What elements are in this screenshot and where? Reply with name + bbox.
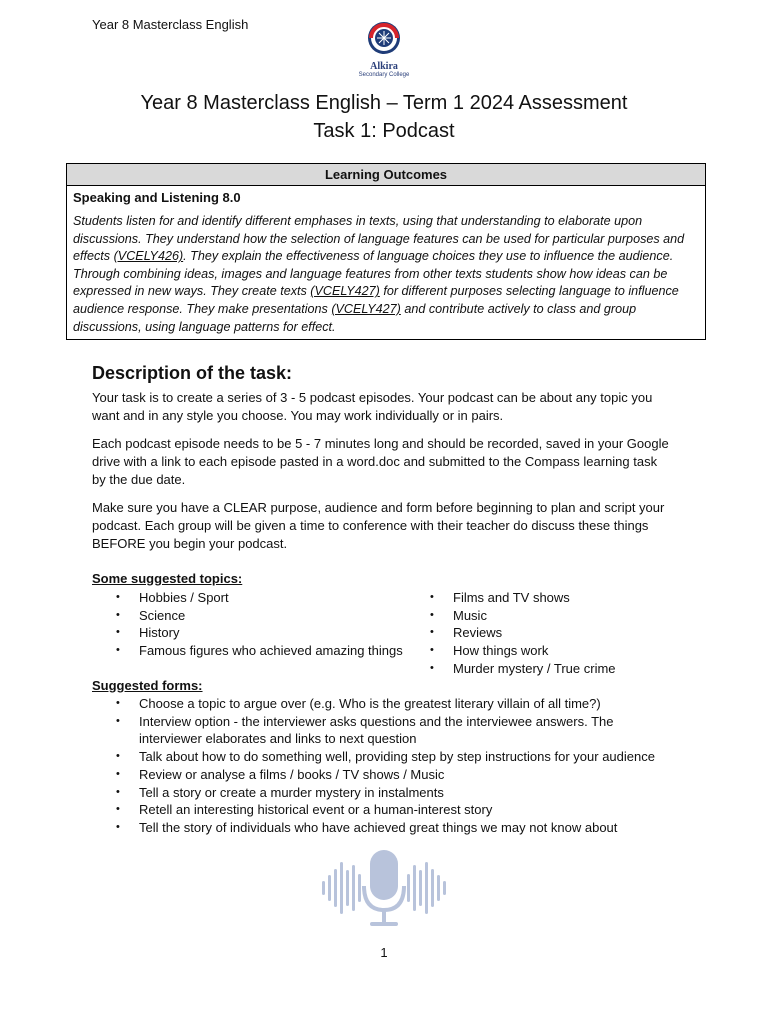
list-item: • Review or analyse a films / books / TV shows / Music [116,766,676,784]
list-item: • Choose a topic to argue over (e.g. Who is the greatest literary villain of all time?) [116,695,676,713]
list-item: • Famous figures who achieved amazing things [116,642,403,660]
description-heading: Description of the task: [92,363,293,383]
learning-outcomes-heading: Learning Outcomes [67,164,705,186]
list-item: • Hobbies / Sport [116,589,403,607]
list-item: • Tell the story of individuals who have achieved great things we may not know about [116,819,676,837]
school-crest-icon [364,20,404,56]
topics-list-left [116,589,403,660]
learning-outcomes-text [67,205,705,336]
description-paragraph: Your task is to create a series of 3 - 5 podcast episodes. Your podcast can be about any topic you want and in any style you choose. You may work individually or in pairs. [92,390,653,423]
curriculum-code: (VCELY426) [113,249,184,264]
list-item: • Talk about how to do something well, providing step by step instructions for your audience [116,748,676,766]
topics-heading: Some suggested topics: [92,571,243,586]
school-logo [352,20,416,79]
list-item: • Tell a story or create a murder mystery in instalments [116,784,676,802]
logo-subtitle: Secondary College [358,72,410,78]
description-paragraph: Each podcast episode needs to be 5 - 7 minutes long and should be recorded, saved in your Google drive with a link to each episode pasted in a word.doc and submitted to the Compass learning task by the due date. [92,436,669,487]
list-item: • Reviews [430,624,616,642]
list-item: • Music [430,607,616,625]
learning-outcomes-table [66,163,706,340]
list-item: • History [116,624,403,642]
podcast-microphone-icon [320,848,448,930]
forms-list [116,695,676,837]
outcome-text-part: for different purposes selecting language to influence audience response. They make presentations [73,284,679,316]
outcome-text-part: Students listen for and identify different emphases in texts, using that understanding to elaborate upon discussions. They understand how the selection of language features can be used for particular purposes and effects [73,214,685,264]
learning-outcomes-subheading: Speaking and Listening 8.0 [73,190,241,205]
page-number: 1 [380,945,388,960]
forms-heading: Suggested forms: [92,678,203,693]
list-item: • Retell an interesting historical event or a human-interest story [116,801,676,819]
list-item: • Science [116,607,403,625]
running-header: Year 8 Masterclass English [92,17,249,32]
list-item: • Murder mystery / True crime [430,660,616,678]
description-paragraph: Make sure you have a CLEAR purpose, audience and form before beginning to plan and script your podcast. Each group will be given a time to conference with their teacher do discuss these things BEFORE you begin your podcast. [92,500,665,551]
list-item: • Interview option - the interviewer asks questions and the interviewee answers. The interviewer elaborates and links to next question [116,713,676,748]
curriculum-code: (VCELY427) [310,284,380,299]
page-title: Year 8 Masterclass English – Term 1 2024 Assessment [140,92,628,114]
curriculum-code: (VCELY427) [331,301,401,316]
logo-name: Alkira [370,61,398,72]
outcome-text-part: . They explain the effectiveness of language choices they use to influence the audience. Through combining ideas, images and language features from other texts students show how ideas can be expressed in new ways. They create texts [73,249,674,299]
page-subtitle: Task 1: Podcast [313,120,455,142]
topics-list-right [430,589,616,678]
outcome-text-part: and contribute actively to class and group discussions, using language patterns for effect. [73,301,637,334]
list-item: • How things work [430,642,616,660]
list-item: • Films and TV shows [430,589,616,607]
